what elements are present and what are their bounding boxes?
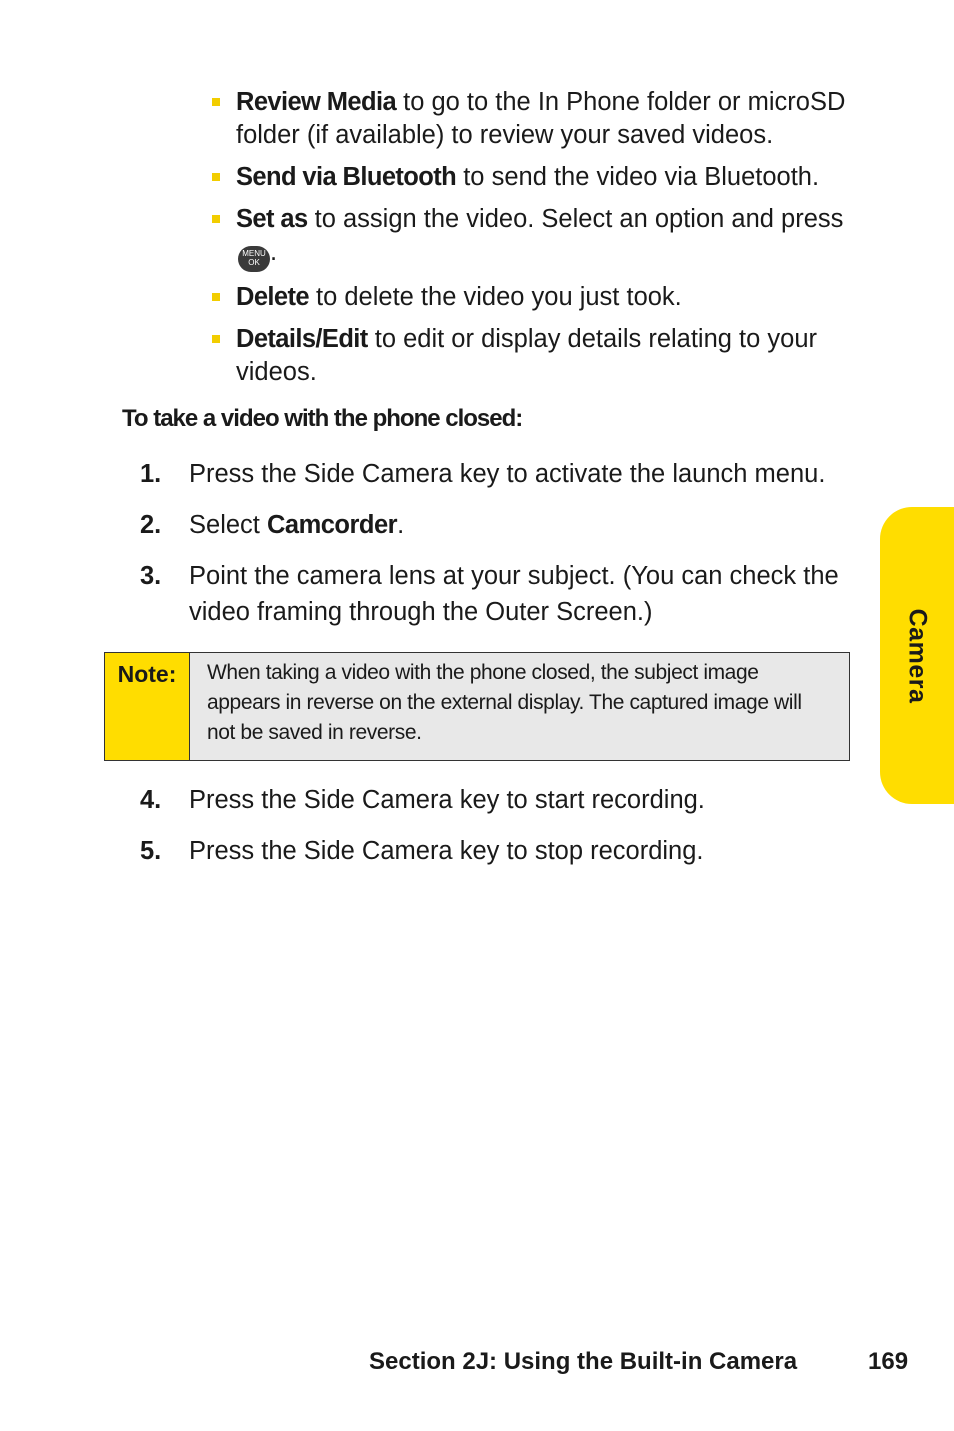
step-number: 1. <box>140 460 162 488</box>
procedure-heading: To take a video with the phone closed: <box>122 405 523 432</box>
menu-ok-key-icon <box>238 246 270 272</box>
note-box <box>104 652 850 761</box>
bullet-text: to edit or display details relating to your videos. <box>236 325 817 386</box>
step-number: 4. <box>140 786 162 814</box>
step-list-second <box>140 782 870 884</box>
step-item <box>140 558 870 630</box>
step-text: Press the Side Camera key to start recording. <box>189 786 705 814</box>
bullet-term: Send via Bluetooth <box>236 163 457 191</box>
bullet-review-media <box>210 86 870 152</box>
step-number: 3. <box>140 562 162 590</box>
note-label: Note: <box>105 653 190 760</box>
bullet-text-after: . <box>270 238 278 266</box>
page-number: 169 <box>868 1348 909 1375</box>
bullet-term: Details/Edit <box>236 325 368 353</box>
bullet-term: Review Media <box>236 88 397 116</box>
bullet-term: Set as <box>236 205 308 233</box>
menu-key-label: MENU <box>242 249 266 258</box>
step-text: Press the Side Camera key to activate the launch menu. <box>189 460 826 488</box>
step-text: Select <box>189 511 267 539</box>
bullet-delete <box>210 281 870 314</box>
section-side-tab <box>880 507 954 804</box>
note-text: When taking a video with the phone closed, the subject image appears in reverse on the external display. The captured image will not be saved in reverse. <box>190 653 849 760</box>
step-text: Point the camera lens at your subject. (You can check the video framing through the Outer Screen.) <box>189 562 839 626</box>
bullet-text: to assign the video. Select an option and press <box>307 205 844 233</box>
step-item <box>140 456 870 492</box>
bullet-details-edit <box>210 323 870 389</box>
bullet-set-as <box>210 203 870 272</box>
bullet-term: Delete <box>236 283 309 311</box>
bullet-text: to delete the video you just took. <box>308 283 682 311</box>
side-tab-label: Camera <box>903 608 932 703</box>
square-bullet-icon <box>212 293 220 301</box>
step-number: 2. <box>140 511 162 539</box>
step-term: Camcorder <box>266 511 398 539</box>
step-list-first <box>140 456 870 645</box>
bullet-text: to send the video via Bluetooth. <box>456 163 820 191</box>
step-item <box>140 507 870 543</box>
bullet-send-via-bluetooth <box>210 161 870 194</box>
square-bullet-icon <box>212 173 220 181</box>
square-bullet-icon <box>212 335 220 343</box>
bullet-text: to go to the In Phone folder or microSD folder (if available) to review your saved videos. <box>236 88 846 149</box>
step-item <box>140 782 870 818</box>
square-bullet-icon <box>212 98 220 106</box>
square-bullet-icon <box>212 215 220 223</box>
ok-key-label: OK <box>248 258 260 267</box>
option-bullet-list <box>210 86 870 398</box>
step-item <box>140 833 870 869</box>
step-number: 5. <box>140 837 162 865</box>
footer-section-title: Section 2J: Using the Built-in Camera <box>369 1348 798 1375</box>
step-text: Press the Side Camera key to stop recording. <box>189 837 704 865</box>
step-text-after: . <box>397 511 405 539</box>
